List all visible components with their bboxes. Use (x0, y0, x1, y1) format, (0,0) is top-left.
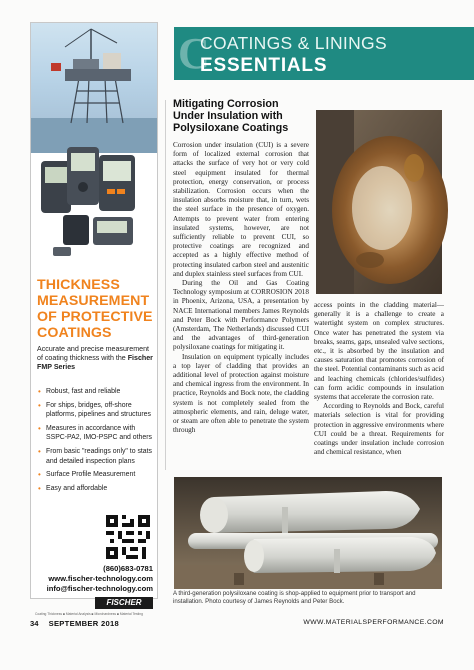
section-logo-mark: C (178, 29, 210, 78)
ad-email-link[interactable]: info@fischer-technology.com (46, 584, 153, 593)
ad-headline-line: MEASUREMENT (37, 293, 150, 309)
article-paragraph: access points in the cladding material—generally it is a challenge to create a watertight system on complex structures. Once water has penetrated the system via breaks, seams, gaps, unsealed valve sections, etc., it is absorbed by the insulation and causes saturation that promotes corrosion of the steel. Potential contaminants such as acid and leaching chemicals (chlorides/sulfides) can form acidic compounds in insulation systems that accelerate the corrosion rate. (314, 301, 444, 402)
article-paragraph: According to Reynolds and Bock, careful materials selection is vital for providing protection in aggressive environments where CUI could be a threat. Requirements for coatings under insulation include corrosion and chemical resistance, when (314, 402, 444, 457)
article-paragraph: Corrosion under insulation (CUI) is a severe form of localized external corrosion that attacks the surface of very hot or very cold steel equipment insulated for thermal protection, energy conservation, or process stabilization. Corrosion occurs when the insulation absorbs moisture that, in turn, wets the steel surface in the presence of oxygen. Attempts to prevent water from entering insulated systems, however, are not sufficiently reliable to prevent CUI, so protective coatings are recognized and accepted as a highly effective method of protecting insulated carbon steel and austenitic and duplex stainless steel surfaces from CUI. (173, 141, 309, 278)
ad-subline-text: Accurate and precise measurement of coating thickness with the (37, 345, 149, 363)
issue-date: SEPTEMBER 2018 (48, 619, 120, 628)
ad-contact-block (47, 564, 153, 594)
coated-tanks-photo (174, 477, 442, 589)
photo-caption: A third-generation polysiloxane coating is shop-applied to equipment prior to transport and installation. Photo courtesy of James Reynolds and Peter Bock. (173, 590, 416, 606)
ad-brand-strip: Coating Thickness ■ Material Analysis ■ Microhardness ■ Material Testing (35, 612, 143, 616)
ad-feature-item: • Easy and affordable (37, 484, 155, 494)
ad-feature-item: • Surface Profile Measurement (37, 470, 155, 480)
ad-headline-line: OF PROTECTIVE (37, 309, 153, 325)
ad-feature-item: • Robust, fast and reliable (37, 387, 155, 397)
ad-headline-line: COATINGS (37, 325, 112, 341)
ad-headline-line: THICKNESS (37, 277, 120, 293)
ad-phone: (860)683-0781 (103, 564, 153, 573)
corroded-pipe-photo (316, 110, 442, 294)
article-column-1 (173, 141, 309, 436)
page-number: 34 (30, 619, 39, 628)
footer-website-link[interactable]: WWW.MATERIALSPERFORMANCE.COM (303, 619, 444, 626)
column-divider (165, 100, 166, 470)
ad-website-link[interactable]: www.fischer-technology.com (48, 574, 153, 583)
offshore-platform-image (31, 23, 157, 153)
coating-gauges-image (37, 143, 151, 258)
section-title: COATINGS & LININGS (200, 33, 387, 53)
ad-subline (37, 345, 155, 373)
qr-code[interactable] (106, 515, 150, 559)
article-paragraph: During the Oil and Gas Coating Technology symposium at CORROSION 2018 in Phoenix, Arizona, USA, a presentation by NACE International members James Reynolds and Peter Bock with Performance Polymers (Amsterdam, The Netherlands) discussed CUI and the advantages of third-generation polysiloxane coatings for mitigating it. (173, 279, 309, 352)
fischer-advertisement (30, 22, 158, 616)
ad-feature-item: • Measures in accordance with SSPC-PA2, IMO-PSPC and others (37, 424, 155, 443)
ad-feature-list (37, 387, 155, 497)
page-folio (30, 619, 119, 628)
section-banner (174, 27, 474, 80)
article-title: Mitigating Corrosion Under Insulation with Polysiloxane Coatings (173, 98, 289, 135)
fischer-logo: FISCHER (95, 597, 153, 609)
ad-headline (37, 277, 155, 341)
article-paragraph: Insulation on equipment typically includes a top layer of cladding that provides an additional level of protection against moisture and chemical ingress from the environment. In practice, Reynolds and Bock note, the cladding system is not completely sealed from the atmospheric elements, and rain, deluge water, or steam are often able to penetrate the system through (173, 352, 309, 435)
ad-feature-item: • From basic "readings only" to stats and detailed inspection plans (37, 447, 155, 466)
section-subtitle: ESSENTIALS (200, 55, 328, 76)
ad-product-name: Fischer FMP Series (37, 354, 153, 372)
ad-feature-item: • For ships, bridges, off-shore platforms, pipelines and structures (37, 401, 155, 420)
article-column-2 (314, 301, 444, 457)
